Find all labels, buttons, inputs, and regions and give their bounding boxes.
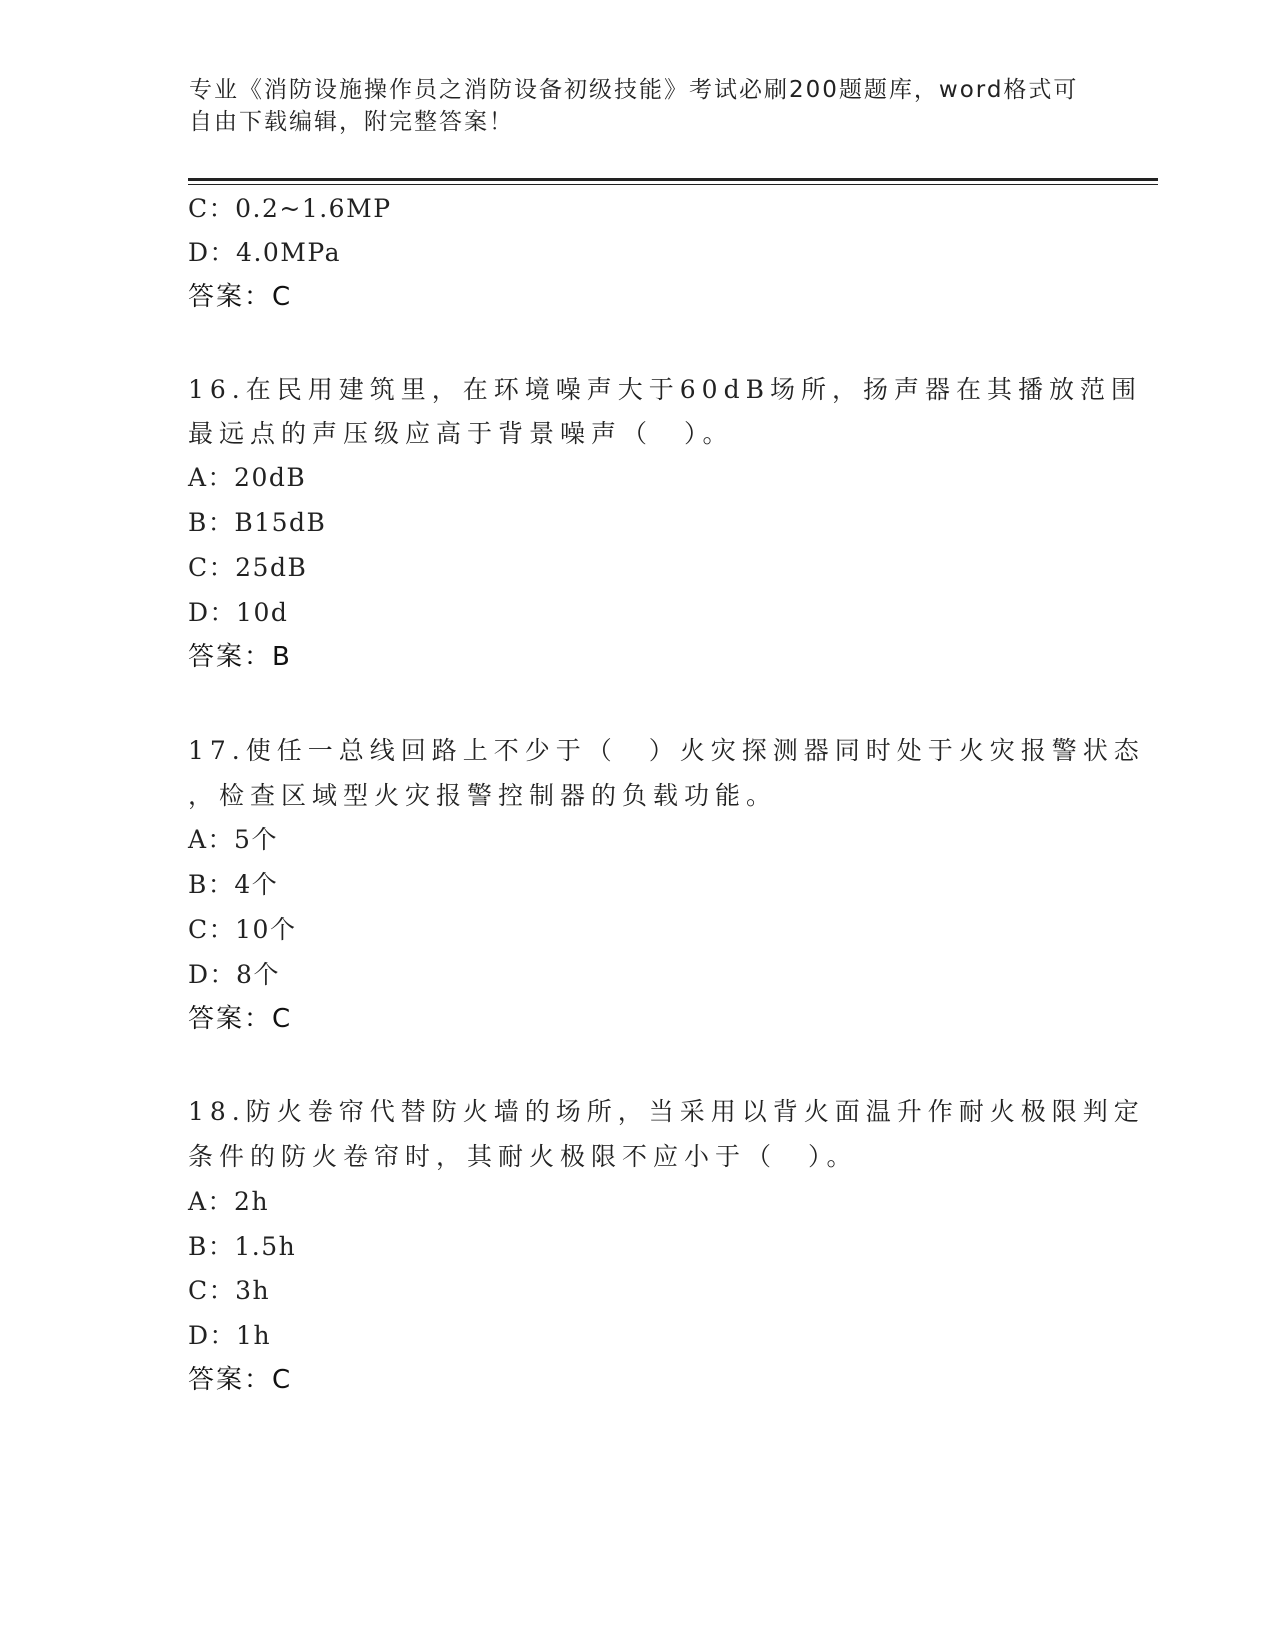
q15-option-c: C：0.2~1.6MP	[188, 194, 392, 223]
header-line-2: 自由下载编辑，附完整答案！	[189, 109, 514, 135]
q17-option-d: D：8个	[188, 960, 280, 989]
q17-option-c: C：10个	[188, 915, 297, 944]
q17-option-a: A：5个	[188, 825, 278, 854]
q17-stem-line-1: 17.使任一总线回路上不少于（ ）火灾探测器同时处于火灾报警状态	[188, 736, 1145, 765]
q16-answer: 答案：B	[188, 642, 292, 672]
q16-option-d: D：10d	[188, 598, 289, 627]
q15-answer: 答案：C	[188, 282, 293, 312]
header-divider-thin	[188, 184, 1158, 185]
q17-stem-line-2: ，检查区域型火灾报警控制器的负载功能。	[188, 781, 778, 810]
page-header	[189, 74, 1089, 138]
q16-option-b: B：B15dB	[188, 508, 327, 537]
q17-option-b: B：4个	[188, 870, 279, 899]
q18-answer: 答案：C	[188, 1365, 293, 1395]
q18-stem-line-2: 条件的防火卷帘时，其耐火极限不应小于（ ）。	[188, 1142, 858, 1171]
q16-stem-line-2: 最远点的声压级应高于背景噪声（ ）。	[188, 419, 734, 448]
header-line-1: 专业《消防设施操作员之消防设备初级技能》考试必刷200题题库，word格式可	[189, 77, 1079, 103]
q16-option-a: A：20dB	[188, 463, 307, 492]
header-divider-thick	[188, 178, 1158, 181]
q17-answer: 答案：C	[188, 1004, 293, 1034]
q16-option-c: C：25dB	[188, 553, 308, 582]
q15-option-d: D：4.0MPa	[188, 238, 342, 267]
q18-option-a: A：2h	[188, 1187, 270, 1216]
q18-stem-line-1: 18.防火卷帘代替防火墙的场所，当采用以背火面温升作耐火极限判定	[188, 1097, 1145, 1126]
q18-option-d: D：1h	[188, 1321, 272, 1350]
q18-option-c: C：3h	[188, 1276, 271, 1305]
q18-option-b: B：1.5h	[188, 1232, 297, 1261]
q16-stem-line-1: 16.在民用建筑里，在环境噪声大于60dB场所，扬声器在其播放范围	[188, 375, 1142, 404]
